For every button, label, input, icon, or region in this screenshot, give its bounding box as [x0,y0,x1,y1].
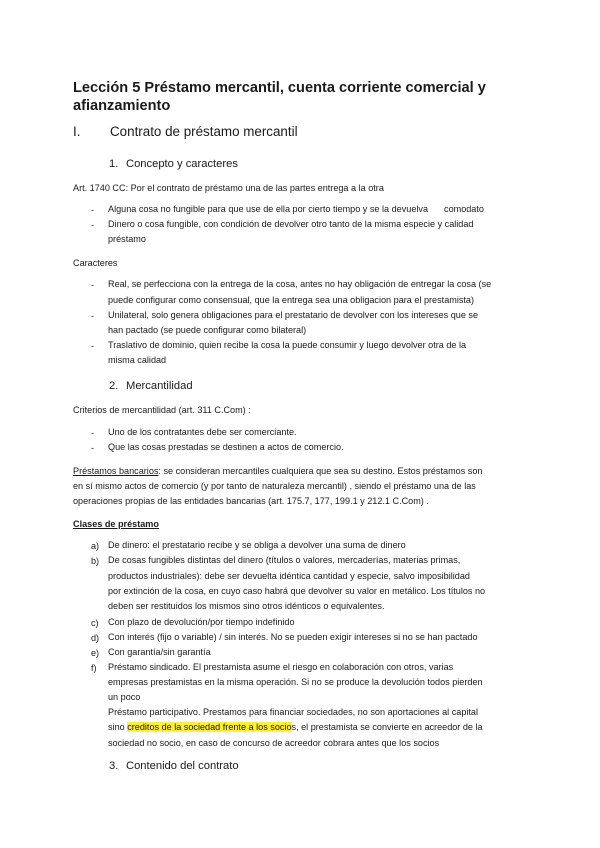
list-item-line: Préstamo participativo. Prestamos para financiar sociedades, no son aportaciones al capital [108,707,479,717]
list-letter: f) [91,663,97,673]
caracteres-label: Caracteres [73,258,118,268]
paragraph-line: Préstamos bancarios: se consideran mercantiles cualquiera que sea su destino. Estos préstamos son [73,466,483,476]
list-item-line: Con interés (fijo o variable) / sin interés. No se pueden exigir intereses si no se han pactado [108,632,478,642]
bullet-dash: - [91,428,95,438]
bullet-dash: - [91,311,95,321]
clases-heading: Clases de préstamo [73,519,159,529]
list-item-line: Con plazo de devolución/por tiempo indefinido [108,617,295,627]
paragraph-line: en sí mismo actos de comercio (y por tanto de naturaleza mercantil) , siendo el préstamo una de las [73,481,476,491]
list-item [108,202,484,218]
list-item-tag: comodato [444,204,484,214]
subsection-title: Mercantilidad [126,380,193,392]
list-item-line: han pactado (se puede configurar como bilateral) [108,325,307,335]
list-item-line: De cosas fungibles distintas del dinero (títulos o valores, mercaderías, materias primas, [108,555,461,565]
subsection-title: Contenido del contrato [126,760,239,772]
list-letter: c) [91,618,99,628]
paragraph: Art. 1740 CC: Por el contrato de préstamo una de las partes entrega a la otra [73,183,384,193]
list-item-line: De dinero: el prestatario recibe y se obliga a devolver una suma de dinero [108,540,406,550]
list-item-line: Dinero o cosa fungible, con condición de devolver otro tanto de la misma especie y calidad [108,219,474,229]
list-item-line: Con garantía/sin garantía [108,647,211,657]
list-item-line: Uno de los contratantes debe ser comerciante. [108,427,297,437]
list-item-line: Préstamo sindicado. El prestamista asume el riesgo en colaboración con otros, varias [108,662,454,672]
list-letter: b) [91,556,100,566]
list-item-line: Que las cosas prestadas se destinen a actos de comercio. [108,442,344,452]
list-item-line: sociedad no socio, en caso de concurso de acreedor cobrara antes que los socios [108,738,440,748]
paragraph: Criterios de mercantilidad (art. 311 C.Com) : [73,405,251,415]
list-item-line: misma calidad [108,355,167,365]
list-item-line: un poco [108,692,141,702]
section-number: I. [73,124,81,139]
list-item-text: Alguna cosa no fungible para que use de ella por cierto tiempo y se la devuelva [108,204,429,214]
subsection-number: 2. [109,380,119,392]
list-item-line: puede configurar como consensual, que la entrega sea una obligacion para el prestamista) [108,295,475,305]
bullet-dash: - [91,280,95,290]
list-item-line: por extinción de la cosa, en cuyo caso habrá que devolver su valor en metálico. Los títulos no [108,586,486,596]
bullet-dash: - [91,220,95,230]
underlined-term: Préstamos bancarios [73,466,159,476]
lesson-title-line2: afianzamiento [73,98,171,114]
list-item-line: préstamo [108,234,146,244]
list-item-line: deben ser restituidos los mismos sino otros idénticos o equivalentes. [108,601,385,611]
paragraph-line: operaciones propias de las entidades bancarias (art. 175.7, 177, 199.1 y 212.1 C.Com) . [73,496,429,506]
list-letter: d) [91,633,100,643]
subsection-title: Concepto y caracteres [126,158,238,170]
list-item-line: Traslativo de dominio, quien recibe la cosa la puede consumir y luego devolver otra de la [108,340,467,350]
subsection-number: 1. [109,158,119,170]
list-letter: a) [91,541,100,551]
list-item-line: Real, se perfecciona con la entrega de la cosa, antes no hay obligación de entregar la cosa (se [108,279,492,289]
list-item-line: sino creditos de la sociedad frente a los socios, el prestamista se convierte en acreedor de la [108,722,483,732]
list-item-line: empresas prestamistas en la misma operación. Si no se produce la devolución todos pierden [108,677,483,687]
list-item-line: productos industriales): debe ser devuelta idéntica cantidad y especie, salvo imposibilidad [108,571,470,581]
bullet-dash: - [91,341,95,351]
highlighted-text: creditos de la sociedad frente a los socio [127,722,292,732]
list-letter: e) [91,648,100,658]
section-title: Contrato de préstamo mercantil [110,124,298,139]
bullet-dash: - [91,205,95,215]
list-item-line: Unilateral, solo genera obligaciones para el prestatario de devolver con los intereses que se [108,310,479,320]
lesson-title-line1: Lección 5 Préstamo mercantil, cuenta corriente comercial y [73,80,486,96]
bullet-dash: - [91,443,95,453]
subsection-number: 3. [109,760,119,772]
